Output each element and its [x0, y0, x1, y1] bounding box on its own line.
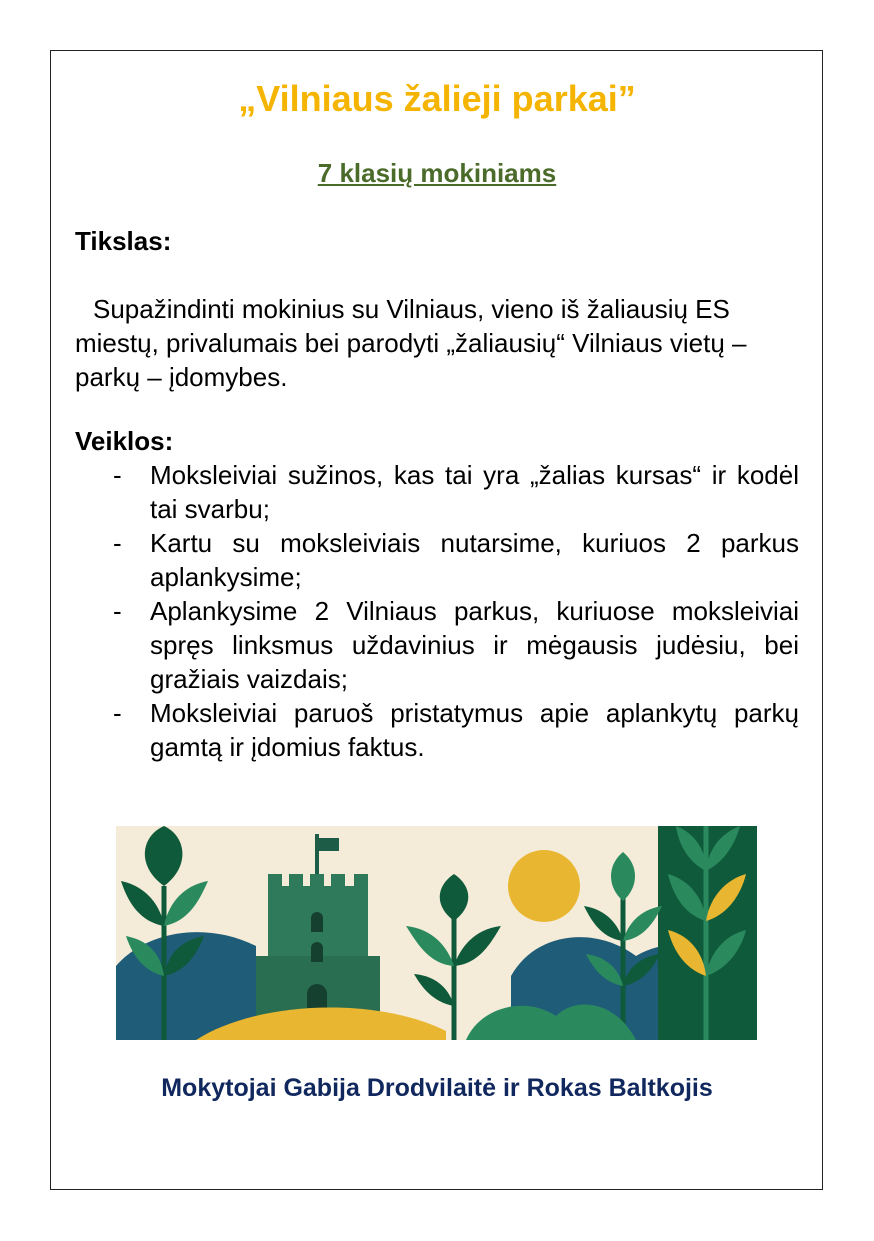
- flag-icon: [319, 838, 339, 851]
- sun-icon: [508, 850, 580, 922]
- list-item: - Moksleiviai paruoš pristatymus apie aplankytų parkų gamtą ir įdomius faktus.: [113, 698, 799, 762]
- teachers-credit: Mokytojai Gabija Drodvilaitė ir Rokas Baltkojis: [161, 1074, 713, 1102]
- list-item: - Moksleiviai sužinos, kas tai yra „žalias kursas“ ir kodėl tai svarbu;: [113, 460, 799, 524]
- list-item: - Kartu su moksleiviais nutarsime, kuriuos 2 parkus aplankysime;: [113, 528, 799, 592]
- activities-list: [75, 458, 799, 764]
- list-item: - Aplankysime 2 Vilniaus parkus, kuriuose moksleiviai spręs linksmus uždavinius ir mėgausis judėsiu, bei gražiais vaizdais;: [113, 596, 799, 694]
- park-illustration: [116, 826, 757, 1040]
- goal-text: Supažindinti mokinius su Vilniaus, vieno iš žaliausių ES miestų, privalumais bei parodyti „žaliausių“ Vilniaus vietų – parkų – įdomybes.: [75, 294, 747, 392]
- activities-heading: Veiklos:: [75, 426, 174, 456]
- goal-heading: Tikslas:: [75, 226, 172, 256]
- page-subtitle: 7 klasių mokiniams: [317, 158, 557, 188]
- page-title: „Vilniaus žalieji parkai”: [238, 78, 636, 119]
